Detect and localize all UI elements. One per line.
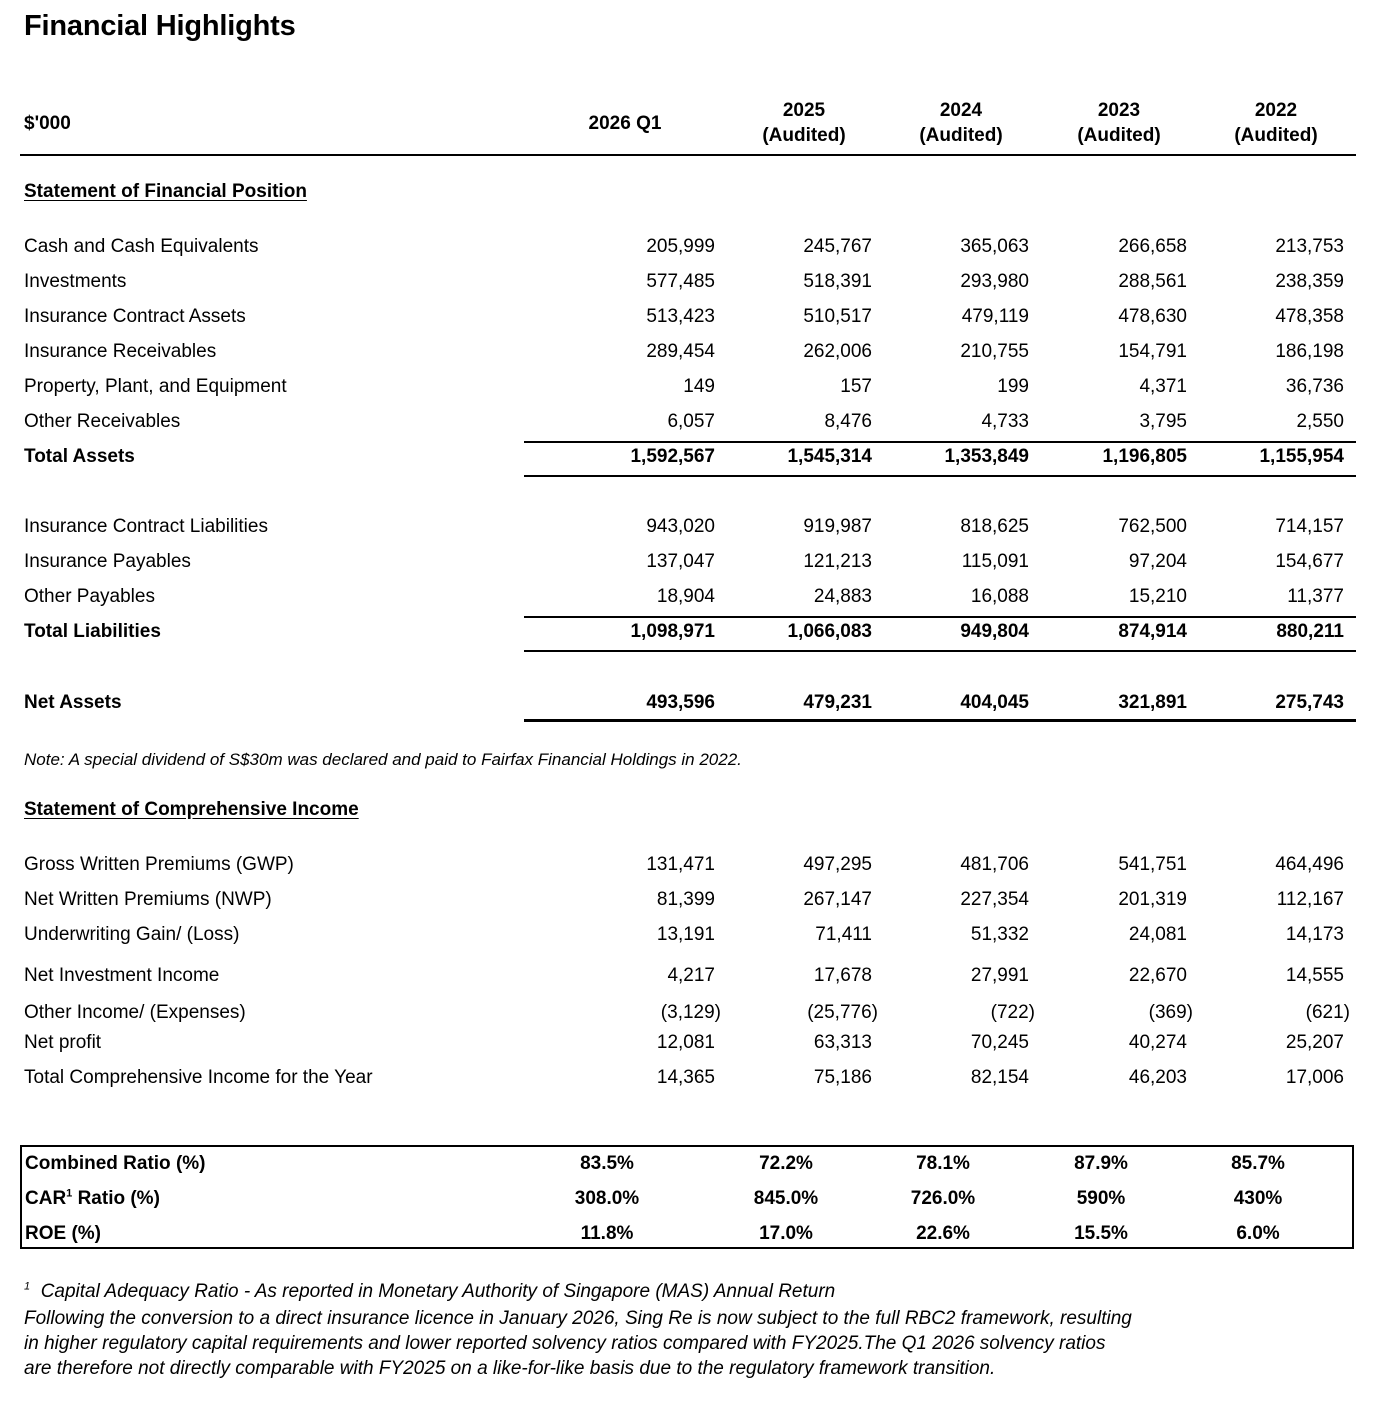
row-label: Insurance Receivables (24, 341, 217, 362)
cell-value: 149 (683, 376, 715, 397)
cell-value: 266,658 (1118, 236, 1187, 257)
cell-value: 12,081 (656, 1032, 715, 1053)
cell-value: 70,245 (970, 1032, 1029, 1053)
ratio-label-rest: Ratio (%) (72, 1188, 160, 1209)
cell-value: 157 (840, 376, 872, 397)
column-year: 2025 (782, 100, 826, 121)
ratio-label-text: Combined Ratio (%) (25, 1153, 206, 1174)
cell-value: 137,047 (646, 551, 715, 572)
cell-value: (25,776) (807, 1002, 878, 1023)
row-label: Net profit (24, 1032, 102, 1053)
cell-value: 36,736 (1285, 376, 1344, 397)
cell-value: 2,550 (1296, 411, 1344, 432)
table-row (0, 586, 1382, 616)
table-row (0, 551, 1382, 581)
cell-value: 210,755 (960, 341, 1029, 362)
column-year: 2023 (1097, 100, 1141, 121)
ratio-value: 72.2% (759, 1153, 813, 1174)
ratio-label (25, 1223, 101, 1245)
table-row (0, 341, 1382, 371)
column-status: (Audited) (762, 125, 846, 146)
cell-value: 3,795 (1139, 411, 1187, 432)
cell-value: 510,517 (803, 306, 872, 327)
cell-value: 464,496 (1275, 854, 1344, 875)
cell-value: 154,677 (1275, 551, 1344, 572)
cell-value: 154,791 (1118, 341, 1187, 362)
ratio-value: 308.0% (574, 1188, 640, 1209)
cell-value: 267,147 (803, 889, 872, 910)
cell-value: 1,196,805 (1102, 446, 1187, 467)
cell-value: 46,203 (1128, 1067, 1187, 1088)
ratio-value: 87.9% (1074, 1153, 1128, 1174)
footnote-line-4: are therefore not directly comparable with FY2025 on a like-for-like basis due to the regulatory framework transition. (24, 1358, 996, 1379)
ratio-row (22, 1188, 1356, 1218)
cell-value: 8,476 (824, 411, 872, 432)
cell-value: 497,295 (803, 854, 872, 875)
net-assets-line (524, 719, 1356, 722)
cell-value: 115,091 (961, 551, 1029, 572)
cell-value: 81,399 (656, 889, 715, 910)
cell-value: 14,555 (1285, 965, 1344, 986)
cell-value: 818,625 (960, 516, 1029, 537)
column-status: (Audited) (919, 125, 1003, 146)
row-label: Other Payables (24, 586, 155, 607)
section-heading-financial-position: Statement of Financial Position (24, 181, 307, 202)
cell-value: 71,411 (815, 924, 872, 945)
cell-value: (3,129) (660, 1002, 721, 1023)
ratio-row (22, 1223, 1356, 1253)
cell-value: 186,198 (1275, 341, 1344, 362)
cell-value: 11,377 (1287, 586, 1344, 607)
cell-value: 40,274 (1128, 1032, 1187, 1053)
cell-value: 1,066,083 (787, 621, 872, 642)
cell-value: 4,217 (667, 965, 715, 986)
row-label: Property, Plant, and Equipment (24, 376, 287, 397)
ratio-value: 15.5% (1074, 1223, 1128, 1244)
table-row (0, 271, 1382, 301)
footnote-line-3: in higher regulatory capital requirements and lower reported solvency ratios compared with FY2025.The Q1 2026 solvency ratios (24, 1333, 1106, 1354)
table-row (0, 236, 1382, 266)
ratio-value: 430% (1233, 1188, 1283, 1209)
table-row (0, 1032, 1382, 1062)
row-label: Other Income/ (Expenses) (24, 1002, 246, 1023)
ratio-value: 6.0% (1236, 1223, 1280, 1244)
table-row (0, 376, 1382, 406)
cell-value: 14,173 (1285, 924, 1344, 945)
row-label: Other Receivables (24, 411, 181, 432)
ratio-row (22, 1153, 1356, 1183)
cell-value: 518,391 (803, 271, 872, 292)
table-row (0, 1067, 1382, 1097)
row-label: Gross Written Premiums (GWP) (24, 854, 294, 875)
cell-value: 245,767 (803, 236, 872, 257)
ratio-value: 22.6% (916, 1223, 970, 1244)
cell-value: 1,592,567 (630, 446, 715, 467)
cell-value: 4,371 (1139, 376, 1187, 397)
cell-value: 97,204 (1128, 551, 1187, 572)
row-label: Underwriting Gain/ (Loss) (24, 924, 240, 945)
footnote-line-2: Following the conversion to a direct insurance licence in January 2026, Sing Re is now subject to the full RBC2 framework, resulting (24, 1308, 1132, 1329)
ratio-value: 11.8% (580, 1223, 634, 1244)
cell-value: 479,231 (803, 692, 872, 713)
cell-value: 874,914 (1118, 621, 1187, 642)
column-year: 2022 (1254, 100, 1298, 121)
cell-value: 288,561 (1118, 271, 1187, 292)
cell-value: 321,891 (1118, 692, 1187, 713)
cell-value: 27,991 (970, 965, 1029, 986)
table-row-total (0, 446, 1382, 476)
cell-value: 16,088 (970, 586, 1029, 607)
table-row (0, 965, 1382, 995)
header-divider (20, 154, 1356, 156)
dividend-note: Note: A special dividend of S$30m was declared and paid to Fairfax Financial Holdings in 2022. (24, 750, 742, 769)
cell-value: 919,987 (803, 516, 872, 537)
cell-value: 25,207 (1285, 1032, 1344, 1053)
cell-value: 238,359 (1275, 271, 1344, 292)
table-row (0, 924, 1382, 954)
cell-value: 880,211 (1276, 621, 1344, 642)
cell-value: 762,500 (1118, 516, 1187, 537)
row-label: Total Comprehensive Income for the Year (24, 1067, 373, 1088)
cell-value: 131,471 (646, 854, 715, 875)
cell-value: 199 (997, 376, 1029, 397)
row-label: Insurance Contract Assets (24, 306, 246, 327)
table-row (0, 516, 1382, 546)
column-header-2022 (1201, 98, 1351, 148)
column-year: 2024 (939, 100, 983, 121)
ratio-value: 845.0% (753, 1188, 819, 1209)
cell-value: 201,319 (1118, 889, 1187, 910)
row-label: Net Written Premiums (NWP) (24, 889, 272, 910)
table-row (0, 854, 1382, 884)
ratio-value: 17.0% (759, 1223, 813, 1244)
cell-value: 404,045 (960, 692, 1029, 713)
ratio-label (25, 1153, 206, 1175)
cell-value: 17,678 (813, 965, 872, 986)
column-status: (Audited) (1077, 125, 1161, 146)
column-header-2025 (729, 98, 879, 148)
cell-value: (369) (1148, 1002, 1193, 1023)
cell-value: 949,804 (960, 621, 1029, 642)
cell-value: 112,167 (1276, 889, 1344, 910)
ratio-label-text: ROE (%) (25, 1223, 101, 1244)
cell-value: 121,213 (803, 551, 872, 572)
cell-value: 213,753 (1275, 236, 1344, 257)
table-row (0, 411, 1382, 441)
ratio-value: 85.7% (1231, 1153, 1285, 1174)
footnote-marker: 1 (24, 1280, 31, 1293)
footnote-ref: 1 (66, 1187, 73, 1200)
cell-value: 82,154 (970, 1067, 1029, 1088)
cell-value: 714,157 (1275, 516, 1344, 537)
cell-value: 1,353,849 (944, 446, 1029, 467)
cell-value: 943,020 (646, 516, 715, 537)
column-header-2026q1: 2026 Q1 (588, 113, 662, 134)
table-row-total (0, 621, 1382, 651)
row-label: Insurance Payables (24, 551, 191, 572)
page-title: Financial Highlights (24, 10, 296, 42)
cell-value: 24,081 (1128, 924, 1187, 945)
cell-value: 51,332 (970, 924, 1029, 945)
row-label: Insurance Contract Liabilities (24, 516, 268, 537)
cell-value: 13,191 (656, 924, 715, 945)
assets-subtotal-line (524, 441, 1356, 443)
table-row (0, 889, 1382, 919)
cell-value: 365,063 (960, 236, 1029, 257)
unit-label: $'000 (24, 113, 71, 134)
cell-value: 205,999 (646, 236, 715, 257)
cell-value: 14,365 (656, 1067, 715, 1088)
row-label: Investments (24, 271, 127, 292)
ratio-value: 78.1% (916, 1153, 970, 1174)
cell-value: 75,186 (813, 1067, 872, 1088)
cell-value: 17,006 (1285, 1067, 1344, 1088)
row-label: Cash and Cash Equivalents (24, 236, 259, 257)
row-label: Total Assets (24, 446, 135, 467)
table-row (0, 1002, 1382, 1032)
cell-value: 262,006 (803, 341, 872, 362)
ratio-value: 590% (1076, 1188, 1126, 1209)
cell-value: 1,545,314 (787, 446, 872, 467)
ratio-label (25, 1188, 160, 1210)
ratio-value: 83.5% (580, 1153, 634, 1174)
cell-value: 541,751 (1118, 854, 1187, 875)
footnote-text: Capital Adequacy Ratio - As reported in Monetary Authority of Singapore (MAS) Annual Return (40, 1281, 836, 1302)
cell-value: 513,423 (646, 306, 715, 327)
row-label: Total Liabilities (24, 621, 161, 642)
cell-value: 24,883 (813, 586, 872, 607)
cell-value: 275,743 (1275, 692, 1344, 713)
cell-value: 63,313 (813, 1032, 872, 1053)
cell-value: 227,354 (960, 889, 1029, 910)
ratio-value: 726.0% (910, 1188, 976, 1209)
assets-total-line (524, 475, 1356, 477)
cell-value: 478,630 (1118, 306, 1187, 327)
liabilities-total-line (524, 650, 1356, 652)
section-heading-comprehensive-income: Statement of Comprehensive Income (24, 799, 359, 820)
cell-value: (722) (990, 1002, 1035, 1023)
row-label: Net Assets (24, 692, 122, 713)
cell-value: 6,057 (667, 411, 715, 432)
cell-value: 479,119 (961, 306, 1029, 327)
cell-value: 18,904 (656, 586, 715, 607)
column-header-2023 (1044, 98, 1194, 148)
cell-value: 289,454 (646, 341, 715, 362)
ratios-box (20, 1145, 1354, 1249)
liabilities-subtotal-line (524, 616, 1356, 618)
cell-value: 1,155,954 (1259, 446, 1344, 467)
cell-value: 577,485 (646, 271, 715, 292)
cell-value: 1,098,971 (630, 621, 715, 642)
column-header-2024 (886, 98, 1036, 148)
cell-value: (621) (1305, 1002, 1350, 1023)
cell-value: 493,596 (646, 692, 715, 713)
ratio-label-text: CAR (25, 1188, 67, 1209)
row-label: Net Investment Income (24, 965, 220, 986)
table-row (0, 306, 1382, 336)
cell-value: 293,980 (960, 271, 1029, 292)
column-status: (Audited) (1234, 125, 1318, 146)
cell-value: 15,210 (1128, 586, 1187, 607)
cell-value: 22,670 (1128, 965, 1187, 986)
cell-value: 4,733 (981, 411, 1029, 432)
table-row-total (0, 692, 1382, 722)
cell-value: 481,706 (960, 854, 1029, 875)
footnote-line-1 (24, 1281, 835, 1303)
cell-value: 478,358 (1275, 306, 1344, 327)
